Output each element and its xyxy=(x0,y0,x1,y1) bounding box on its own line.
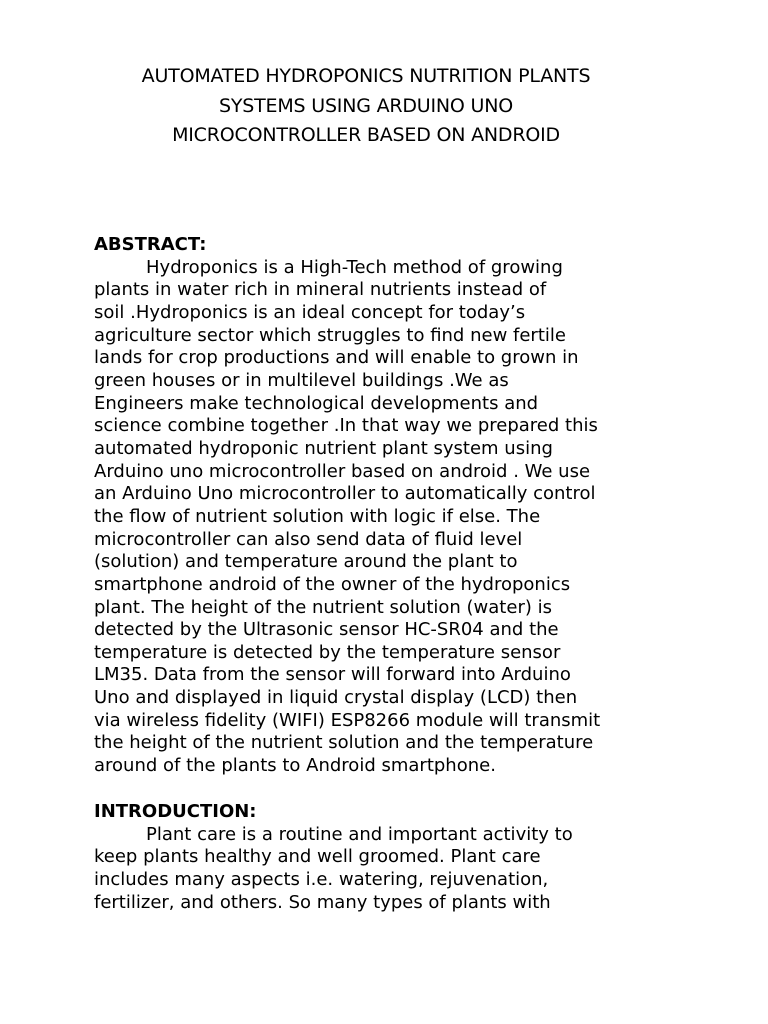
abstract-line: agriculture sector which struggles to find new fertile xyxy=(94,324,566,346)
abstract-line: Hydroponics is a High-Tech method of growing xyxy=(146,256,563,278)
introduction-line: Plant care is a routine and important activity to xyxy=(146,823,573,845)
abstract-line: via wireless fidelity (WIFI) ESP8266 module will transmit xyxy=(94,709,601,731)
title-line: SYSTEMS USING ARDUINO UNO xyxy=(219,94,513,117)
abstract-heading: ABSTRACT: xyxy=(94,234,207,255)
title-line: AUTOMATED HYDROPONICS NUTRITION PLANTS xyxy=(141,65,591,87)
abstract-line: an Arduino Uno microcontroller to automatically control xyxy=(94,483,596,505)
abstract-line: (solution) and temperature around the plant to xyxy=(94,551,518,573)
abstract-line: Uno and displayed in liquid crystal display (LCD) then xyxy=(94,687,578,709)
introduction-heading: INTRODUCTION: xyxy=(94,801,257,822)
abstract-line: lands for crop productions and will enable to grown in xyxy=(94,347,579,369)
abstract-line: plants in water rich in mineral nutrients instead of xyxy=(94,279,547,301)
abstract-line: green houses or in multilevel buildings .We as xyxy=(94,369,509,391)
abstract-line: plant. The height of the nutrient solution (water) is xyxy=(94,596,552,618)
abstract-section xyxy=(94,234,694,778)
abstract-line: science combine together .In that way we prepared this xyxy=(94,415,598,437)
abstract-line: the height of the nutrient solution and the temperature xyxy=(94,732,594,754)
introduction-section xyxy=(94,801,694,914)
introduction-line: keep plants healthy and well groomed. Plant care xyxy=(94,846,541,868)
introduction-line: includes many aspects i.e. watering, rejuvenation, xyxy=(94,868,549,890)
abstract-line: microcontroller can also send data of fluid level xyxy=(94,528,523,550)
introduction-line: fertilizer, and others. So many types of plants with xyxy=(94,891,551,913)
abstract-line: around of the plants to Android smartphone. xyxy=(94,755,496,777)
abstract-line: automated hydroponic nutrient plant system using xyxy=(94,437,553,459)
document-title xyxy=(60,62,672,151)
abstract-line: detected by the Ultrasonic sensor HC-SR04 and the xyxy=(94,619,559,641)
abstract-line: Arduino uno microcontroller based on android . We use xyxy=(94,460,591,482)
abstract-line: temperature is detected by the temperature sensor xyxy=(94,641,561,663)
abstract-line: smartphone android of the owner of the hydroponics xyxy=(94,573,571,595)
abstract-line: LM35. Data from the sensor will forward into Arduino xyxy=(94,664,571,686)
title-line: MICROCONTROLLER BASED ON ANDROID xyxy=(172,124,560,146)
abstract-line: the flow of nutrient solution with logic if else. The xyxy=(94,505,541,527)
abstract-line: Engineers make technological developments and xyxy=(94,392,539,414)
abstract-line: soil .Hydroponics is an ideal concept for today’s xyxy=(94,301,526,323)
